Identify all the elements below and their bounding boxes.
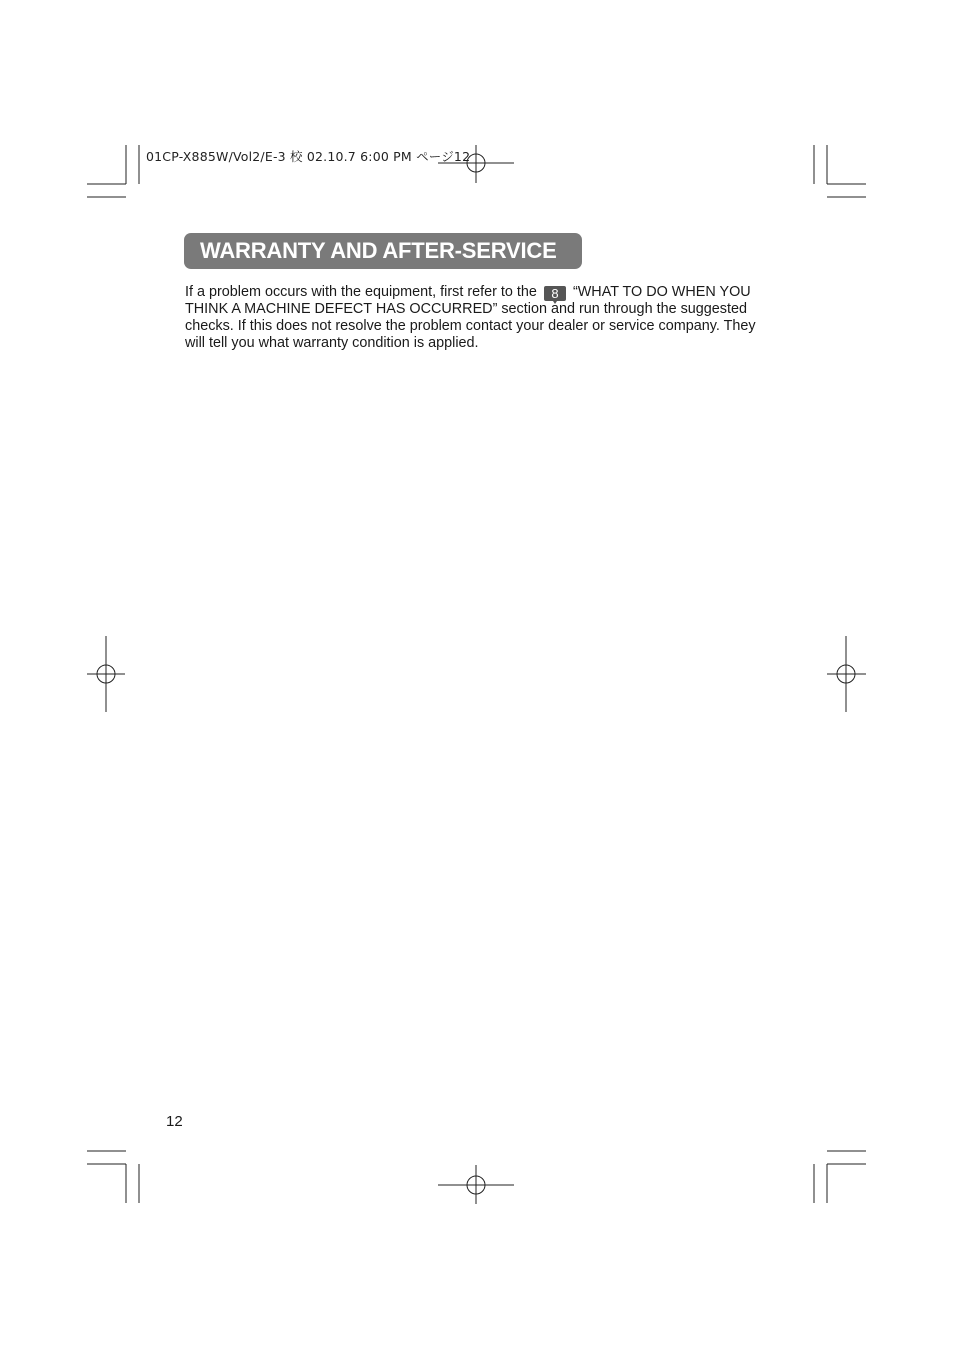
paragraph-text-start: If a problem occurs with the equipment, first refer to the bbox=[185, 284, 537, 300]
chapter-reference-icon bbox=[544, 286, 566, 301]
warranty-paragraph bbox=[185, 284, 775, 352]
registration-mark-right bbox=[827, 636, 866, 712]
chapter-number: 8 bbox=[551, 286, 559, 301]
registration-mark-left bbox=[87, 636, 125, 712]
section-heading: WARRANTY AND AFTER-SERVICE bbox=[200, 238, 557, 263]
registration-mark-bottom bbox=[438, 1165, 514, 1204]
page-number: 12 bbox=[166, 1113, 183, 1130]
section-heading-banner bbox=[184, 233, 582, 269]
paragraph-text-end: “WHAT TO DO WHEN YOU THINK A MACHINE DEFECT HAS OCCURRED” section and run through the suggested checks. If this does not resolve the problem contact your dealer or service company. They will tell you what warranty condition is applied. bbox=[185, 284, 756, 351]
print-slug-text: 01CP-X885W/Vol2/E-3 校 02.10.7 6:00 PM ページ12 bbox=[146, 149, 471, 164]
